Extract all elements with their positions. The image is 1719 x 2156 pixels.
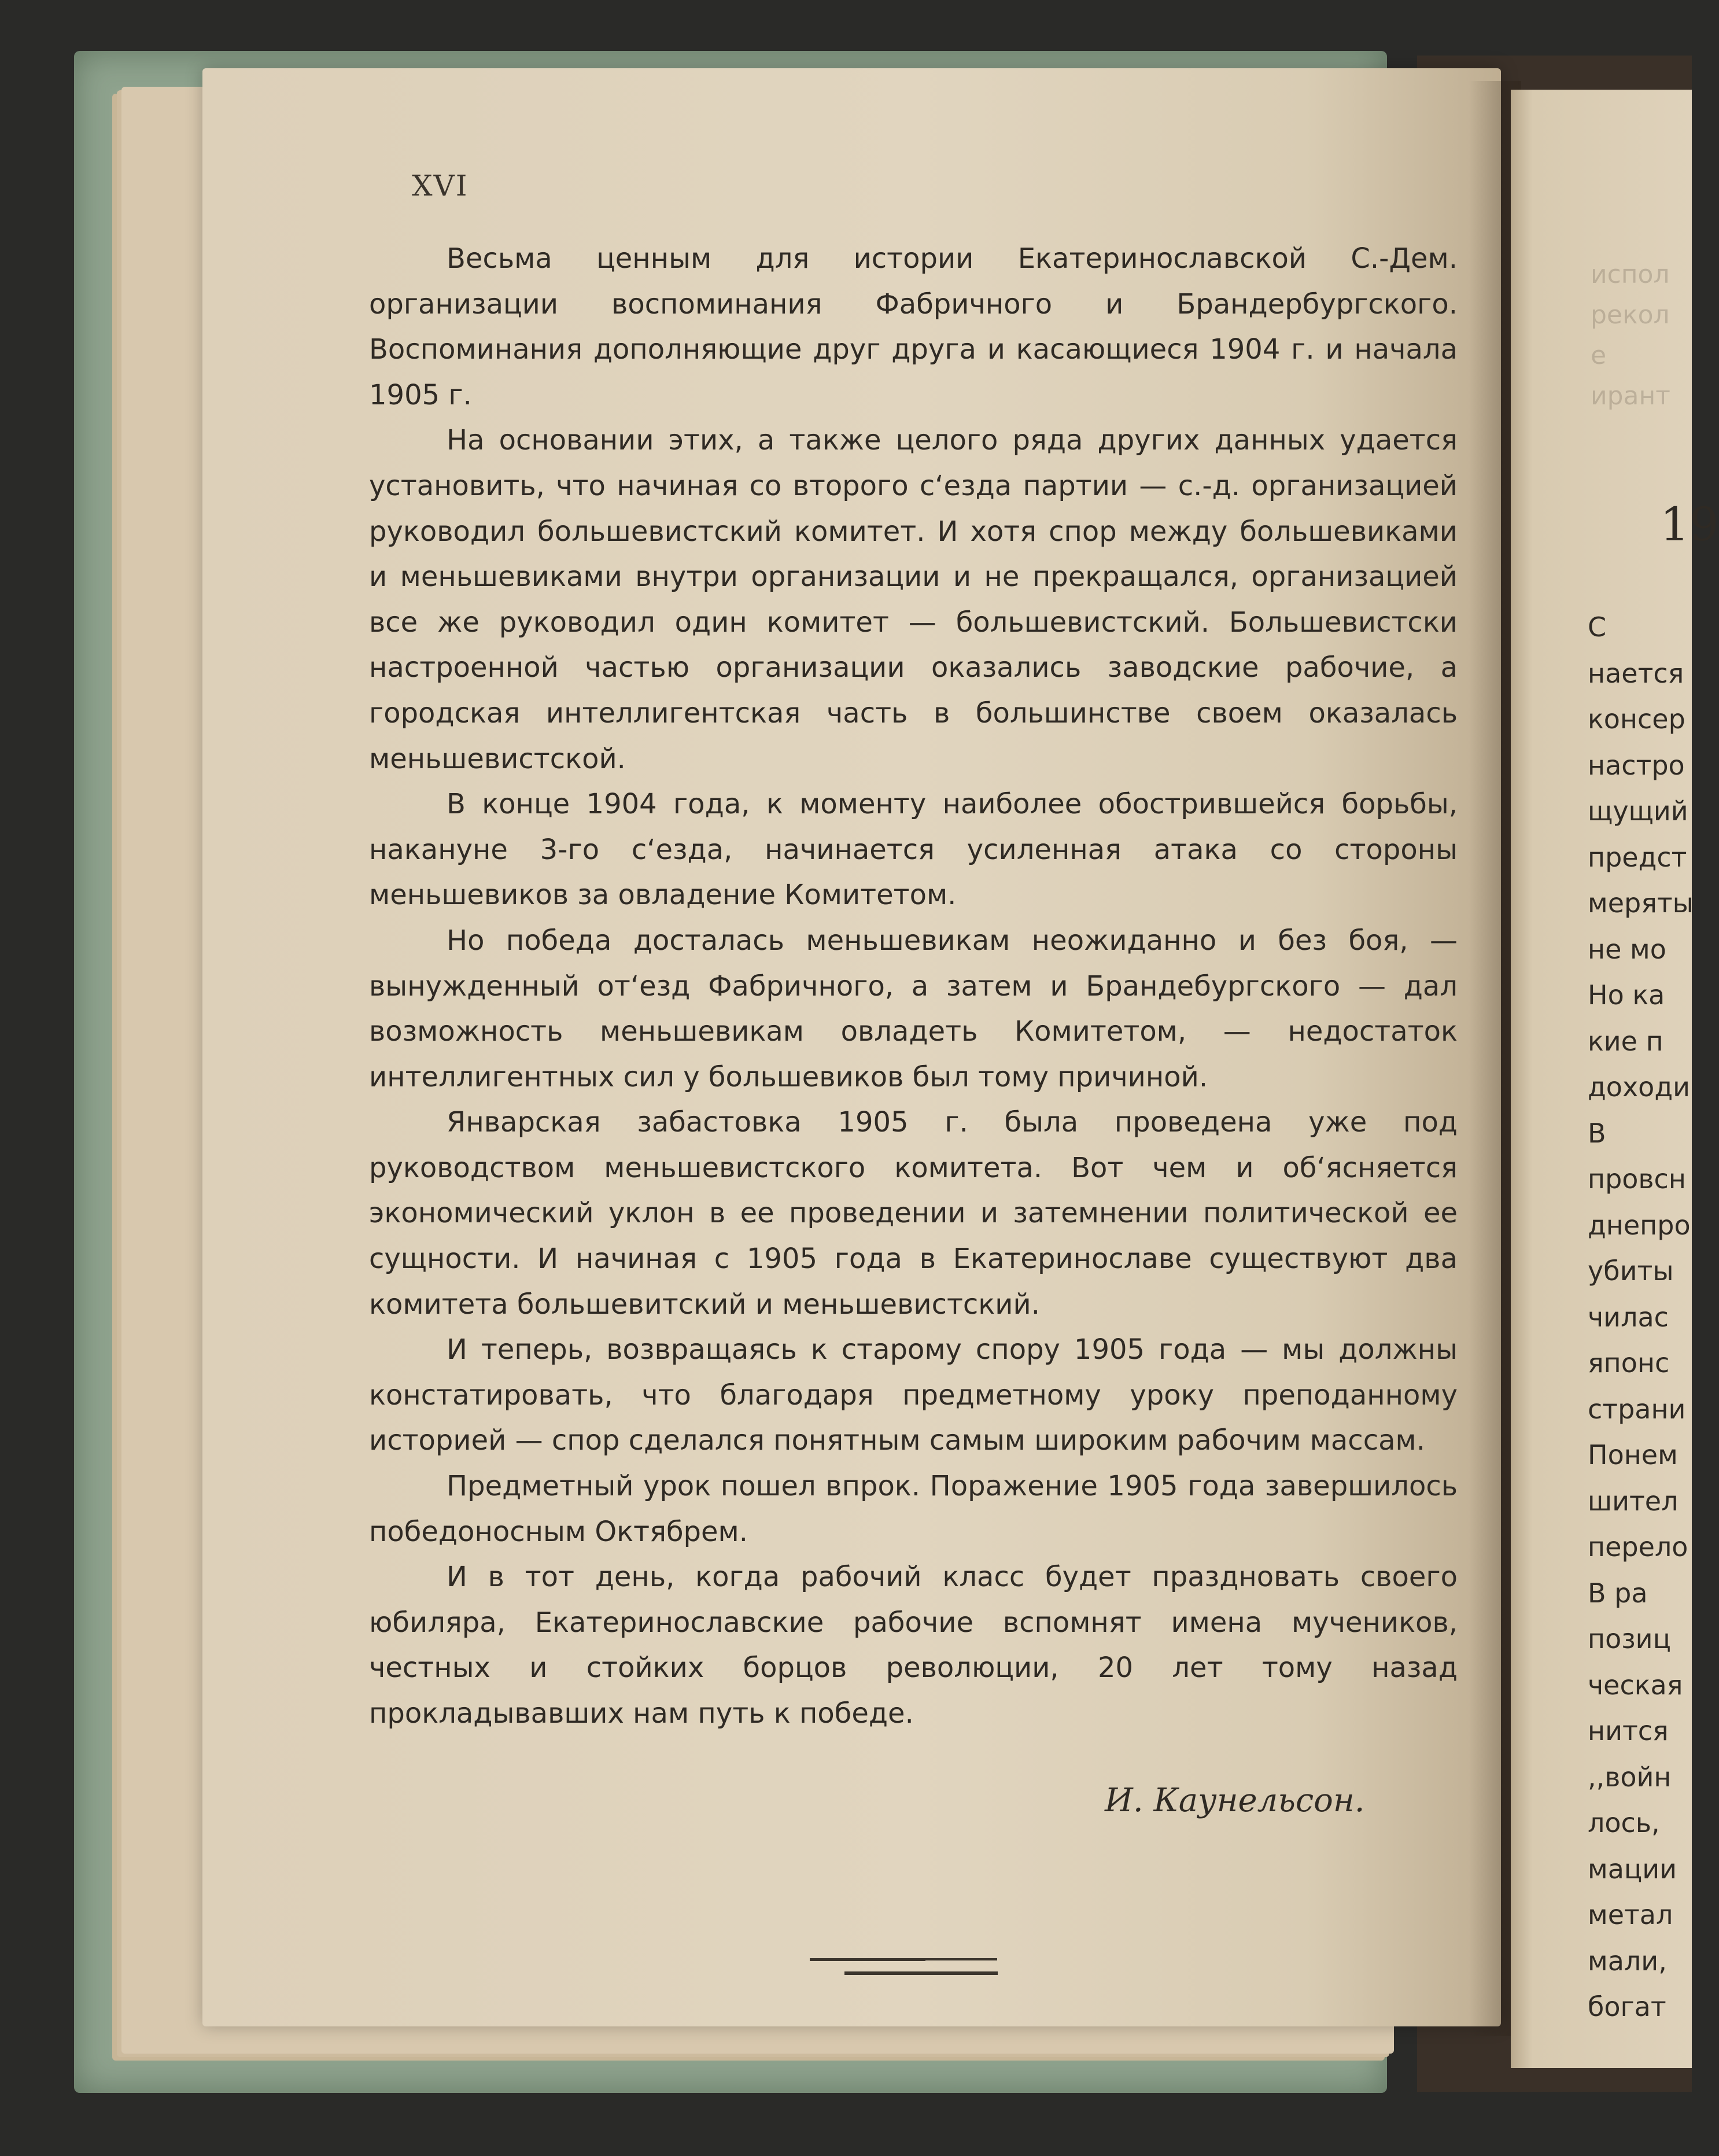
paragraph: Но победа досталась меньшевикам неожиданно и без боя, — вынужденный от‘езд Фабричного, а затем и Брандебургского — дал возможность меньшевикам овладеть Комитетом, — недостаток интеллигентных сил у большевиков был тому причиной. [369, 924, 1458, 1093]
text-line: шител [1588, 1485, 1679, 1517]
text-line: щущий [1588, 795, 1688, 827]
text-line: богат [1588, 1991, 1666, 2022]
divider-rule-top [810, 1958, 925, 1961]
page-number: XVI [412, 169, 469, 202]
paragraph: И в тот день, когда рабочий класс будет праздновать своего юбиляра, Екатеринославские рабочие вспомнят имена мучеников, честных и стойких борцов революции, 20 лет тому назад прокладывавших нам путь к победе. [369, 1561, 1458, 1730]
paragraph: И теперь, возвращаясь к старому спору 1905 года — мы должны констатировать, что благодаря предметному уроку преподанному историей — спор сделался понятным самым широким рабочим массам. [369, 1333, 1458, 1457]
text-line: нается [1588, 657, 1684, 689]
text-line: нится [1588, 1715, 1669, 1746]
right-page-title: 19 [1660, 497, 1719, 551]
text-line: мации [1588, 1853, 1677, 1885]
author-signature: И. Каунельсон. [1105, 1782, 1365, 1819]
body-text [369, 236, 1458, 1737]
ghost-line: рекол [1591, 300, 1670, 330]
text-line: убиты [1588, 1255, 1674, 1287]
text-line: провсн [1588, 1163, 1686, 1195]
text-line: Понем [1588, 1439, 1678, 1470]
text-line: чилас [1588, 1301, 1669, 1333]
text-line: ческая [1588, 1669, 1683, 1701]
text-line: мали, [1588, 1945, 1667, 1977]
paragraph: Январская забастовка 1905 г. была проведена уже под руководством меньшевистского комитета. Вот чем и об‘ясняется экономический уклон в ее проведении и затемнении политической ее сущности. И начиная с 1905 года в Екатеринославе существуют два комитета большевитский и меньшевистский. [369, 1106, 1458, 1321]
text-line: метал [1588, 1899, 1673, 1930]
right-page-show-through [1591, 255, 1692, 417]
text-line: консер [1588, 703, 1685, 735]
paragraph: Предметный урок пошел впрок. Поражение 1905 года завершилось победоносным Октябрем. [369, 1470, 1458, 1548]
text-line: настро [1588, 749, 1685, 781]
text-line: ,,войн [1588, 1761, 1672, 1793]
paragraph: На основании этих, а также целого ряда других данных удается установить, что начиная со второго с‘езда партии — с.-д. организацией руководил большевистский комитет. И хотя спор между большевиками и меньшевиками внутри организации и не прекращался, организацией все же руководил один комитет — большевистский. Большевистски настроенной частью организации оказались заводские рабочие, а городская интеллигентская часть в большинстве своем оказалась меньшевистской. [369, 424, 1458, 775]
ghost-line: ирант [1591, 381, 1670, 411]
text-line: лось, [1588, 1807, 1660, 1838]
ghost-line: е [1591, 341, 1607, 370]
text-line: С [1588, 611, 1607, 643]
text-line: японс [1588, 1347, 1670, 1379]
paragraph: Весьма ценным для истории Екатеринославской С.-Дем. организации воспоминания Фабричного и Брандербургского. Воспоминания дополняющие друг друга и касающиеся 1904 г. и начала 1905 г. [369, 242, 1458, 411]
text-line: меряты [1588, 887, 1694, 919]
right-page-text [1588, 605, 1692, 2030]
divider-rule [844, 1971, 998, 1975]
text-line: предст [1588, 841, 1687, 873]
paragraph: В конце 1904 года, к моменту наиболее обострившейся борьбы, накануне 3-го с‘езда, начинается усиленная атака со стороны меньшевиков за овладение Комитетом. [369, 788, 1458, 912]
text-line: В [1588, 1117, 1606, 1149]
text-line: кие п [1588, 1025, 1663, 1057]
text-line: днепро [1588, 1209, 1691, 1241]
text-line: Но ка [1588, 979, 1665, 1011]
text-line: доходи [1588, 1071, 1691, 1103]
text-line: позиц [1588, 1623, 1671, 1654]
text-line: В ра [1588, 1577, 1648, 1609]
ghost-line: испол [1591, 260, 1670, 289]
text-line: страни [1588, 1393, 1686, 1425]
text-line: перело [1588, 1531, 1688, 1562]
text-line: не мо [1588, 933, 1666, 965]
